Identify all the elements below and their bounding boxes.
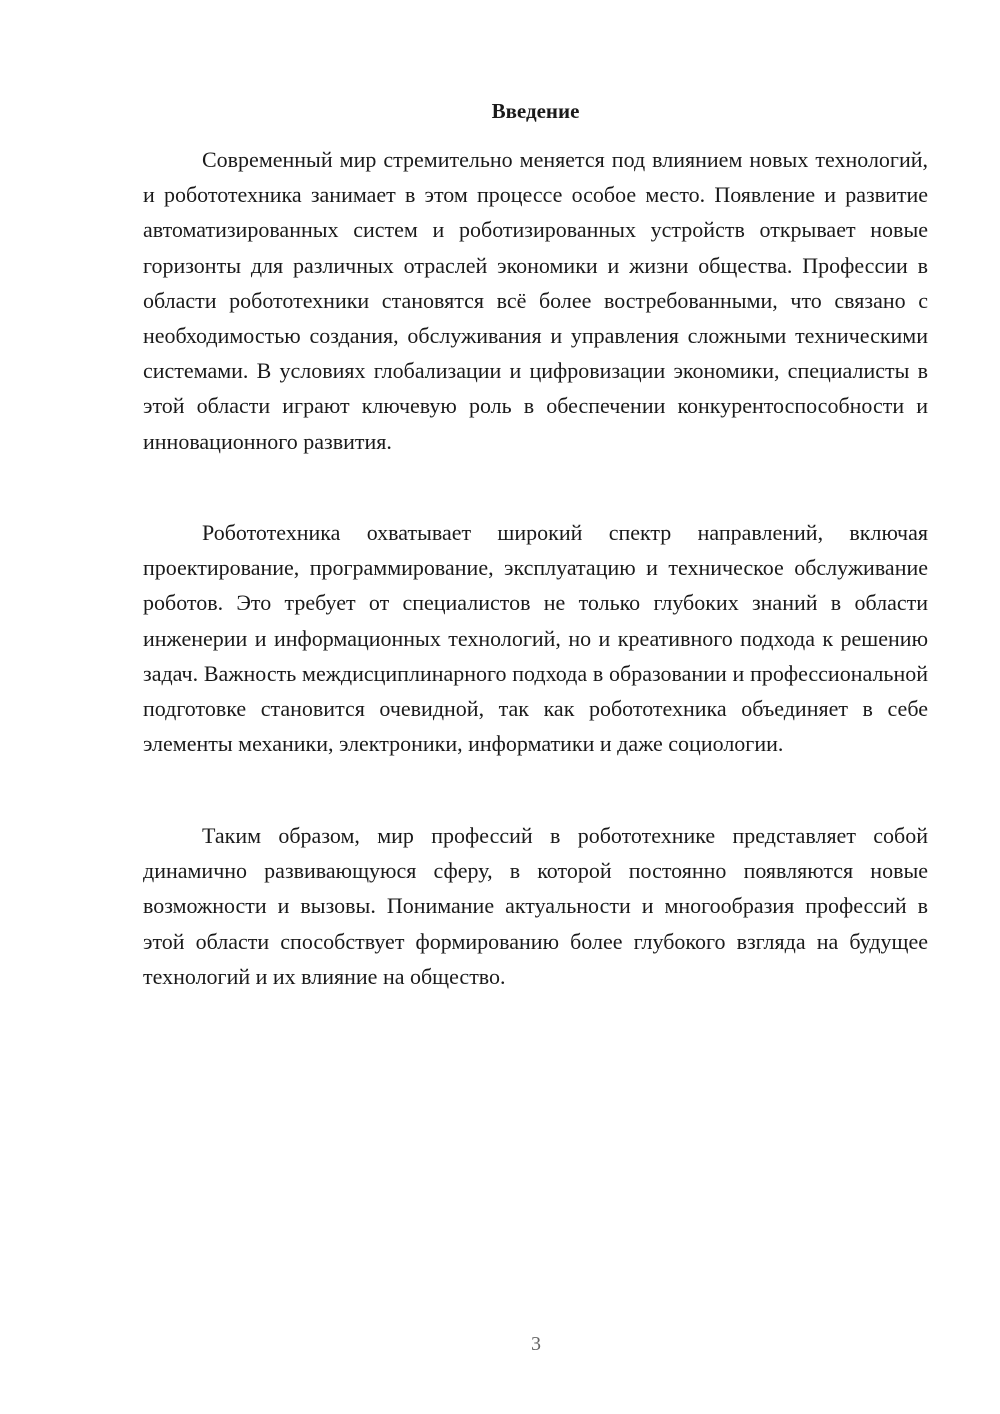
paragraph-3: Таким образом, мир профессий в робототехнике представляет собой динамично развивающуюся сферу, в которой постоянно появляются новые возможности и вызовы. Понимание актуальности и многообразия профессий в этой области способствует формированию более глубокого взгляда на будущее технологий и их влияние на общество. (143, 823, 928, 989)
paragraph-2: Робототехника охватывает широкий спектр направлений, включая проектирование, программирование, эксплуатацию и техническое обслуживание роботов. Это требует от специалистов не только глубоких знаний в области инженерии и информационных технологий, но и креативного подхода к решению задач. Важность междисциплинарного подхода в образовании и профессиональной подготовке становится очевидной, так как робототехника объединяет в себе элементы механики, электроники, информатики и даже социологии. (143, 520, 928, 757)
section-heading: Введение (491, 99, 580, 123)
paragraph-1: Современный мир стремительно меняется под влиянием новых технологий, и робототехника занимает в этом процессе особое место. Появление и развитие автоматизированных систем и роботизированных устройств открывает новые горизонты для различных отраслей экономики и жизни общества. Профессии в области робототехники становятся всё более востребованными, что связано с необходимостью создания, обслуживания и управления сложными техническими системами. В условиях глобализации и цифровизации экономики, специалисты в этой области играют ключевую роль в обеспечении конкурентоспособности и инновационного развития. (143, 147, 928, 454)
page-number: 3 (531, 1333, 541, 1355)
